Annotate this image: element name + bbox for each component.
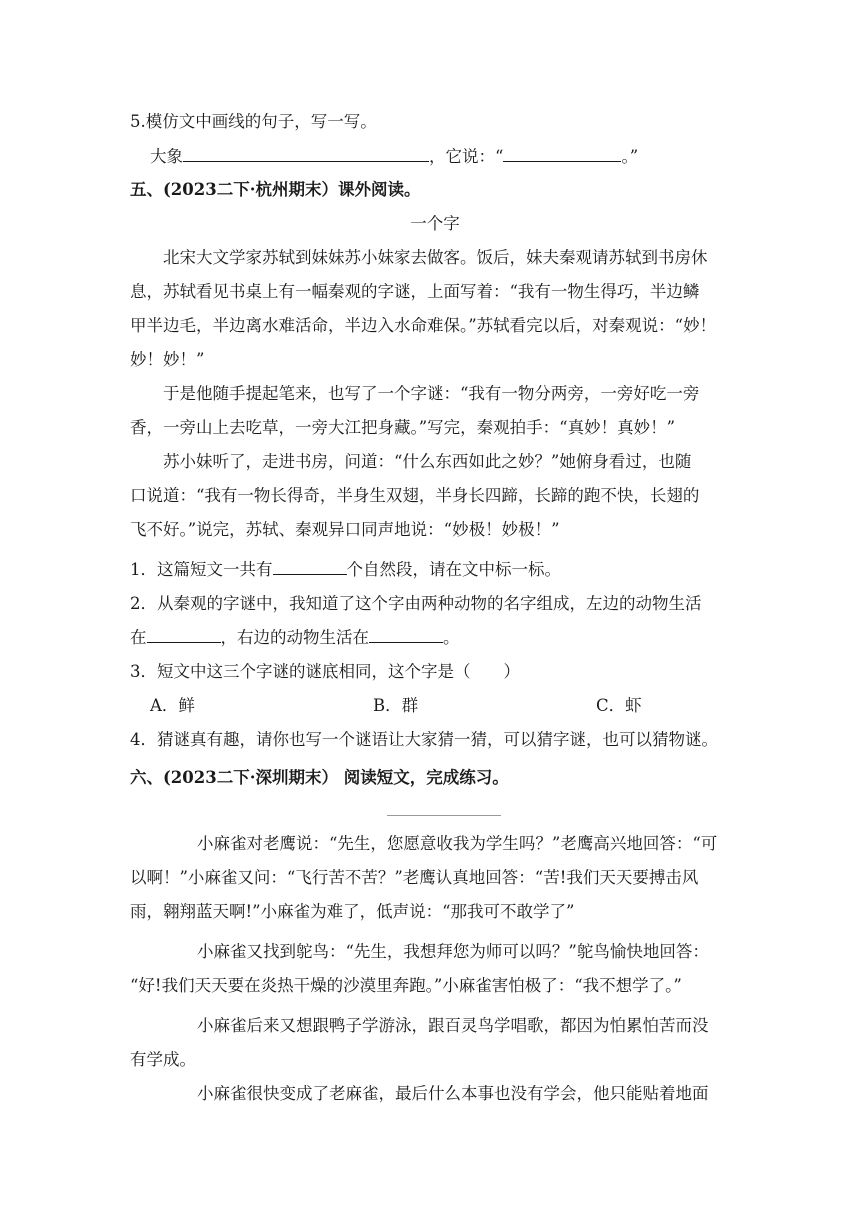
title-placeholder-rule (387, 815, 501, 816)
passage1-p2-line: 香，一旁山上去吃草，一旁大江把身藏。”写完，秦观拍手：“真妙！真妙！” (130, 418, 676, 437)
passage1-p2-line: 于是他随手提起笔来，也写了一个字谜：“我有一物分两旁，一旁好吃一旁 (163, 384, 700, 403)
passage1-p3-line: 苏小妹听了，走进书房，问道：“什么东西如此之妙？”她俯身看过，也随 (163, 452, 692, 471)
question-1 (130, 558, 740, 582)
passage1-p1-line: 北宋大文学家苏轼到妹妹苏小妹家去做客。饭后，妹夫秦观请苏轼到书房休 (163, 248, 708, 267)
q1-text-after: 个自然段，请在文中标一标。 (346, 560, 561, 579)
section5-heading: 五、(2023二下·杭州期末）课外阅读。 (130, 180, 421, 199)
q1-text-before: 1．这篇短文一共有 (130, 560, 273, 579)
passage1-p1-line: 息，苏轼看见书桌上有一幅秦观的字谜，上面写着：“我有一物生得巧，半边鳞 (130, 282, 700, 301)
passage2-p2-line: 小麻雀又找到鸵鸟：“先生，我想拜您为师可以吗？”鸵鸟愉快地回答： (197, 942, 709, 961)
q2-line-1: 2．从秦观的字谜中，我知道了这个字由两种动物的名字组成，左边的动物生活 (130, 594, 702, 613)
q3-option-c[interactable]: C．虾 (596, 696, 642, 715)
q5-blank-2[interactable] (503, 145, 621, 162)
q2-text-mid: ，右边的动物生活在 (220, 628, 369, 647)
q2-blank-2[interactable] (369, 626, 443, 643)
passage1-p3-line: 飞不好。”说完，苏轼、秦观异口同声地说：“妙极！妙极！” (130, 520, 560, 539)
passage1-title: 一个字 (410, 214, 460, 233)
q2-line-2 (130, 626, 740, 650)
question-4: 4．猜谜真有趣，请你也写一个谜语让大家猜一猜，可以猜字谜，也可以猜物谜。 (130, 730, 718, 749)
q2-blank-1[interactable] (147, 626, 221, 643)
passage2-p1-line: 小麻雀对老鹰说：“先生，您愿意收我为学生吗？”老鹰高兴地回答：“可 (197, 834, 718, 853)
passage2-p2-line: “好!我们天天要在炎热干燥的沙漠里奔跑。”小麻雀害怕极了：“我不想学了。” (130, 976, 682, 995)
q5-fill-mid: ，它说：“ (429, 147, 504, 166)
q1-blank[interactable] (273, 558, 347, 575)
q5-blank-1[interactable] (183, 145, 429, 162)
passage2-p3-line: 小麻雀后来又想跟鸭子学游泳，跟百灵鸟学唱歌，都因为怕累怕苦而没 (197, 1016, 709, 1035)
q2-text-after: 。 (443, 628, 460, 647)
q5-prompt: 5.模仿文中画线的句子，写一写。 (130, 112, 377, 131)
passage1-p1-line: 妙！妙！” (130, 350, 205, 369)
passage1-p3-line: 口说道：“我有一物长得奇，半身生双翅，半身长四蹄，长蹄的跑不快，长翅的 (130, 486, 700, 505)
question-3: 3．短文中这三个字谜的谜底相同，这个字是（ ） (130, 662, 520, 681)
passage2-p1-line: 以啊！”小麻雀又问：“飞行苦不苦？”老鹰认真地回答：“苦!我们天天要搏击风 (130, 868, 699, 887)
q3-option-b[interactable]: B．群 (373, 696, 419, 715)
passage1-p1-line: 甲半边毛，半边离水难活命，半边入水命难保。”苏轼看完以后，对秦观说：“妙！ (130, 316, 717, 335)
q5-fill-prefix: 大象 (150, 147, 183, 166)
section6-heading: 六、(2023二下·深圳期末） 阅读短文，完成练习。 (130, 768, 509, 787)
q3-option-a[interactable]: A．鲜 (150, 696, 195, 715)
passage2-p3-line: 有学成。 (130, 1050, 196, 1069)
passage2-p4-line: 小麻雀很快变成了老麻雀，最后什么本事也没有学会，他只能贴着地面 (197, 1084, 709, 1103)
q2-text-before: 在 (130, 628, 147, 647)
q5-fill-end: 。” (621, 147, 639, 166)
passage2-p1-line: 雨，翱翔蓝天啊!”小麻雀为难了，低声说：“那我可不敢学了” (130, 902, 575, 921)
q5-fill-line (150, 145, 760, 169)
